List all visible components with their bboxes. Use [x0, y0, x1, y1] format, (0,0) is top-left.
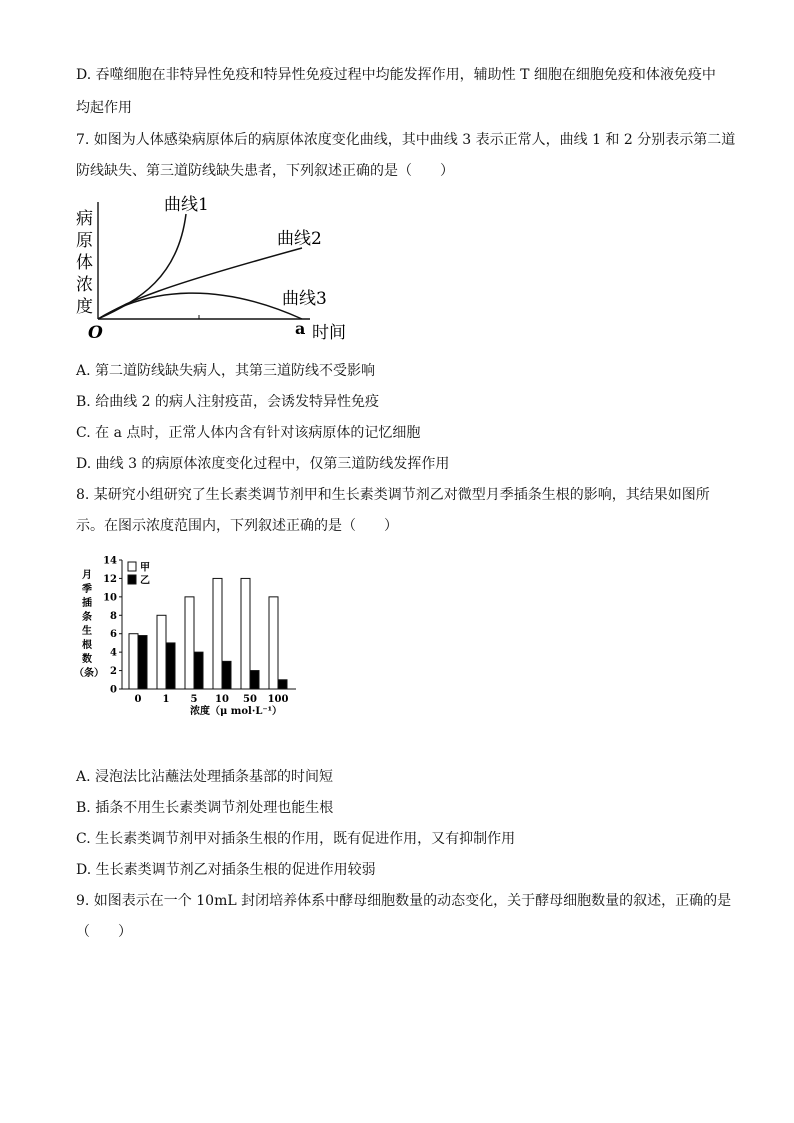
q8-y-tick-label: 0 — [110, 684, 117, 696]
q8-legend-swatch — [128, 575, 136, 584]
q8-x-tick-label: 50 — [243, 694, 257, 705]
q8-y-tick-label: 12 — [103, 573, 117, 585]
q8-bar-yi — [194, 652, 203, 689]
q8-y-label-char: 根 — [82, 640, 92, 651]
q8-y-tick-label: 2 — [110, 666, 117, 678]
q8-legend-label: 甲 — [140, 562, 150, 574]
q7-curve-1 — [98, 214, 186, 319]
q7-curve-2-label: 曲线2 — [277, 229, 322, 249]
q8-option-c: C. 生长素类调节剂甲对插条生根的作用，既有促进作用，又有抑制作用 — [76, 831, 516, 847]
q7-stem-line1: 7. 如图为人体感染病原体后的病原体浓度变化曲线，其中曲线 3 表示正常人，曲线 1 和 2 分别表示第二道 — [76, 132, 736, 148]
q8-y-label-char: 季 — [82, 584, 92, 595]
q7-x-axis-label: 时间 — [312, 323, 346, 343]
q8-y-label-char: 条 — [82, 612, 92, 623]
q7-option-d: D. 曲线 3 的病原体浓度变化过程中，仅第三道防线发挥作用 — [76, 456, 450, 472]
q8-stem-line2: 示。在图示浓度范围内，下列叙述正确的是（ ） — [76, 518, 398, 534]
q8-bar-jia — [157, 615, 166, 689]
q8-x-tick-label: 5 — [190, 694, 198, 705]
q7-y-label-char: 体 — [76, 253, 93, 273]
q9-stem-line1: 9. 如图表示在一个 10mL 封闭培养体系中酵母细胞数量的动态变化，关于酵母细胞数量的叙述，正确的是 — [76, 893, 732, 909]
q7-option-c: C. 在 a 点时，正常人体内含有针对该病原体的记忆细胞 — [76, 425, 421, 441]
q8-legend-swatch — [128, 562, 136, 571]
q8-y-label-char: 生 — [82, 626, 92, 637]
q8-option-a: A. 浸泡法比沾蘸法处理插条基部的时间短 — [76, 769, 334, 785]
q8-bar-jia — [129, 634, 138, 689]
q7-option-b: B. 给曲线 2 的病人注射疫苗，会诱发特异性免疫 — [76, 394, 379, 410]
q7-y-label-char: 原 — [76, 231, 93, 251]
q8-x-tick-label: 100 — [267, 694, 289, 705]
q8-y-tick-label: 8 — [110, 610, 117, 622]
q6-option-d-line2: 均起作用 — [76, 100, 132, 116]
q8-bar-jia — [185, 597, 194, 689]
q8-stem-line1: 8. 某研究小组研究了生长素类调节剂甲和生长素类调节剂乙对微型月季插条生根的影响，其结果如图所 — [76, 487, 710, 503]
q8-bar-jia — [213, 578, 222, 689]
q8-y-tick-label: 6 — [110, 629, 117, 641]
q7-y-label-char: 浓 — [76, 275, 93, 295]
q8-bar-yi — [222, 661, 231, 689]
q7-origin-label: O — [88, 323, 103, 343]
q8-bar-jia — [241, 578, 250, 689]
q8-x-tick-label: 0 — [134, 694, 142, 705]
q8-legend-label: 乙 — [140, 575, 150, 587]
q8-y-label-char: 插 — [82, 598, 92, 609]
q8-bar-jia — [269, 597, 278, 689]
q8-y-tick-label: 14 — [103, 555, 117, 567]
q8-rooting-bar-chart — [72, 548, 302, 720]
q7-y-label-char: 病 — [76, 209, 93, 229]
q7-curve-1-label: 曲线1 — [164, 195, 209, 215]
q8-y-tick-label: 10 — [103, 592, 117, 604]
q8-y-label-char: 数 — [82, 654, 92, 665]
q8-option-b: B. 插条不用生长素类调节剂处理也能生根 — [76, 800, 334, 816]
q8-x-axis-label: 浓度（μ mol·L⁻¹） — [190, 706, 283, 717]
q8-option-d: D. 生长素类调节剂乙对插条生根的促进作用较弱 — [76, 862, 376, 878]
q8-y-tick-label: 4 — [110, 647, 117, 659]
q7-curve-3-label: 曲线3 — [282, 289, 327, 309]
q8-x-tick-label: 10 — [215, 694, 229, 705]
q7-curve-2 — [98, 248, 302, 319]
q8-bar-yi — [250, 671, 259, 689]
q7-point-a-label: a — [295, 319, 306, 338]
q8-y-label-char: 月 — [82, 570, 92, 581]
q7-option-a: A. 第二道防线缺失病人，其第三道防线不受影响 — [76, 363, 376, 379]
q8-y-label-char: （条） — [74, 668, 104, 679]
q7-y-label-char: 度 — [76, 297, 93, 317]
q8-bar-yi — [278, 680, 287, 689]
q8-bar-yi — [166, 643, 175, 689]
q8-y-axis-label — [74, 568, 104, 679]
q7-stem-line2: 防线缺失、第三道防线缺失患者，下列叙述正确的是（ ） — [76, 163, 454, 179]
q7-pathogen-curve-figure — [70, 192, 360, 347]
q9-stem-line2: （ ） — [76, 924, 132, 940]
q7-curve-3 — [98, 293, 302, 319]
q8-bar-yi — [138, 636, 147, 689]
q6-option-d-line1: D. 吞噬细胞在非特异性免疫和特异性免疫过程中均能发挥作用，辅助性 T 细胞在细胞免疫和体液免疫中 — [76, 67, 716, 83]
q8-x-tick-label: 1 — [162, 694, 170, 705]
